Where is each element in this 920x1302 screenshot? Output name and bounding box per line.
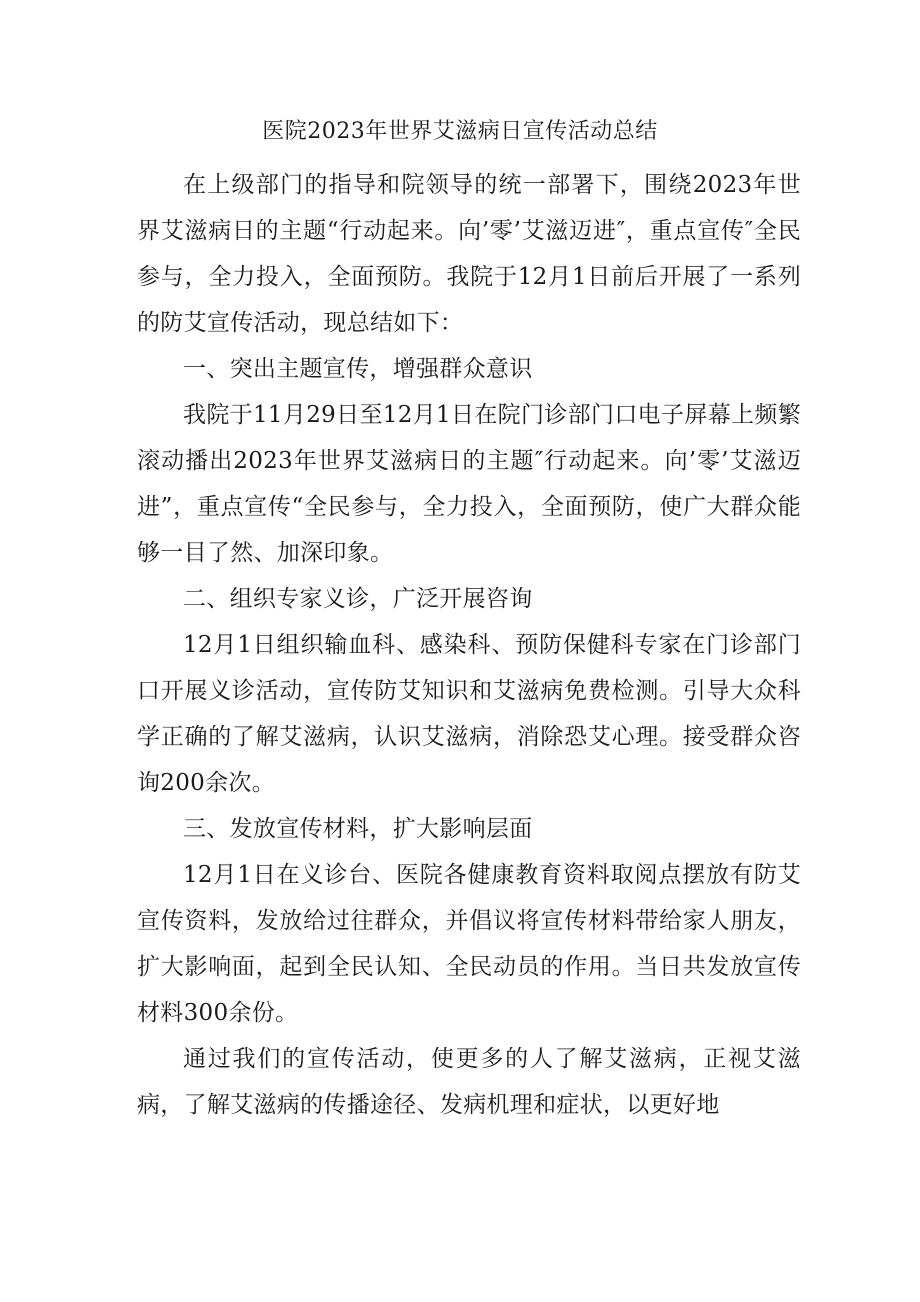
intro-paragraph: 在上级部门的指导和院领导的统一部署下，围绕2023年世界艾滋病日的主题“行动起来。向’零’艾滋迈进″，重点宣传″全民参与，全力投入，全面预防。我院于12月1日前后开展了一系列的防艾宣传活动，现总结如下： [137,172,801,336]
section-3-heading: 三、发放宣传材料，扩大影响层面 [183,816,533,842]
section-2-heading: 二、组织专家义诊，广泛开展咨询 [183,586,533,612]
document-title: 医院2023年世界艾滋病日宣传活动总结 [262,119,658,144]
section-1-paragraph: 我院于11月29日至12月1日在院门诊部门口电子屏幕上频繁滚动播出2023年世界艾滋病日的主题″行动起来。向’零’艾滋迈进”，重点宣传“全民参与，全力投入，全面预防，使广大群众能够一目了然、加深印象。 [137,402,801,566]
document-body [137,162,801,1128]
section-2-paragraph: 12月1日组织输血科、感染科、预防保健科专家在门诊部门口开展义诊活动，宣传防艾知识和艾滋病免费检测。引导大众科学正确的了解艾滋病，认识艾滋病，消除恐艾心理。接受群众咨询200余次。 [137,632,801,796]
section-3-paragraph: 12月1日在义诊台、医院各健康教育资料取阅点摆放有防艾宣传资料，发放给过往群众，并倡议将宣传材料带给家人朋友，扩大影响面，起到全民认知、全民动员的作用。当日共发放宣传材料300余份。 [137,862,801,1026]
conclusion-paragraph: 通过我们的宣传活动，使更多的人了解艾滋病，正视艾滋病，了解艾滋病的传播途径、发病机理和症状，以更好地 [137,1046,801,1118]
section-1-heading: 一、突出主题宣传，增强群众意识 [183,356,533,382]
